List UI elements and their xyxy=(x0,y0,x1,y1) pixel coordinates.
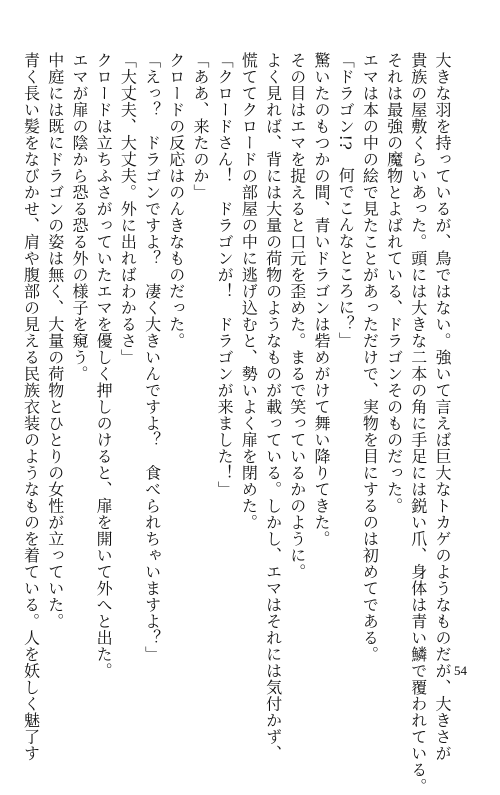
text-line: 「ドラゴン!? 何でこんなところに？」 xyxy=(336,52,356,349)
text-line: 青く長い髪をなびかせ、肩や腹部の見える民族衣装のようなものを着ている。人を妖しく魅了す xyxy=(21,52,41,762)
text-line: 「大丈夫、大丈夫。外に出ればわかるさ」 xyxy=(118,52,138,366)
text-line: 驚いたのもつかの間、青いドラゴンは砦めがけて舞い降りてきた。 xyxy=(311,52,331,547)
text-line: エマは本の中の絵で見たことがあっただけで、実物を目にするのは初めてである。 xyxy=(360,52,380,663)
text-line: それは最強の魔物とよばれている、ドラゴンそのものだった。 xyxy=(384,52,404,514)
text-line: 「えっ？ ドラゴンですよ？ 凄く大きいんですよ？ 食べられちゃいますよ？」 xyxy=(142,52,162,663)
text-line: よく見れば、背には大量の荷物のようなものが載っている。しかし、エマはそれには気付かず、 xyxy=(263,52,283,762)
text-line: 大きな羽を持っているが、鳥ではない。強いて言えば巨大なトカゲのようなものだが、大きさが xyxy=(433,52,452,762)
text-line: 貴族の屋敷くらいあった。頭には大きな二本の角に手足には鋭い爪、身体は青い鱗で覆われている。 xyxy=(408,52,428,795)
text-line: 「ああ、来たのか」 xyxy=(190,52,210,201)
text-line: 「クロードさん！ ドラゴンが！ ドラゴンが来ました！」 xyxy=(215,52,235,498)
text-line: クロードの反応はのんきなものだった。 xyxy=(166,52,186,349)
text-line: 慌ててクロードの部屋の中に逃げ込むと、勢いよく扉を閉めた。 xyxy=(239,52,259,531)
text-line: その目はエマを捉えると口元を歪めた。まるで笑っているかのように。 xyxy=(287,52,307,580)
text-line: エマが扉の陰から恐る恐る外の様子を窺う。 xyxy=(69,52,89,382)
body-text xyxy=(18,52,454,795)
page-number: 54 xyxy=(454,663,467,678)
text-line: クロードは立ちふさがっていたエマを優しく押しのけると、扉を開いて外へと出た。 xyxy=(94,52,114,679)
text-line: 中庭には既にドラゴンの姿は無く、大量の荷物とひとりの女性が立っていた。 xyxy=(45,52,65,630)
